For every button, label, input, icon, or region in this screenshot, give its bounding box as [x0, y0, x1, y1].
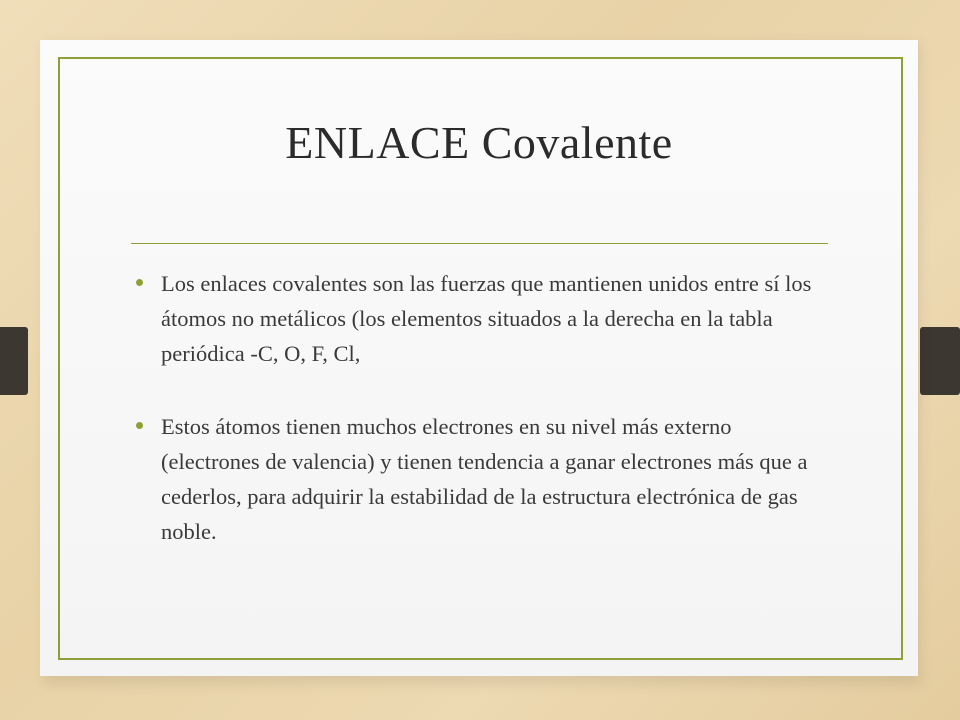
- left-tab-decoration: [0, 327, 28, 395]
- bullet-item: [130, 409, 830, 549]
- bullet-item: [130, 266, 830, 371]
- bullet-dot-icon: [136, 279, 143, 286]
- bullet-text: Los enlaces covalentes son las fuerzas que mantienen unidos entre sí los átomos no metálicos (los elementos situados a la derecha en la tabla periódica -C, O, F, Cl,: [161, 271, 812, 366]
- slide-title: ENLACE Covalente: [285, 117, 673, 168]
- bullet-dot-icon: [136, 422, 143, 429]
- bullet-text: Estos átomos tienen muchos electrones en su nivel más externo (electrones de valencia) y tienen tendencia a ganar electrones más que a cederlos, para adquirir la estabilidad de la estructura electrónica de gas noble.: [161, 414, 808, 544]
- right-tab-decoration: [920, 327, 960, 395]
- title-divider: [131, 243, 828, 244]
- bullet-list: [130, 266, 830, 549]
